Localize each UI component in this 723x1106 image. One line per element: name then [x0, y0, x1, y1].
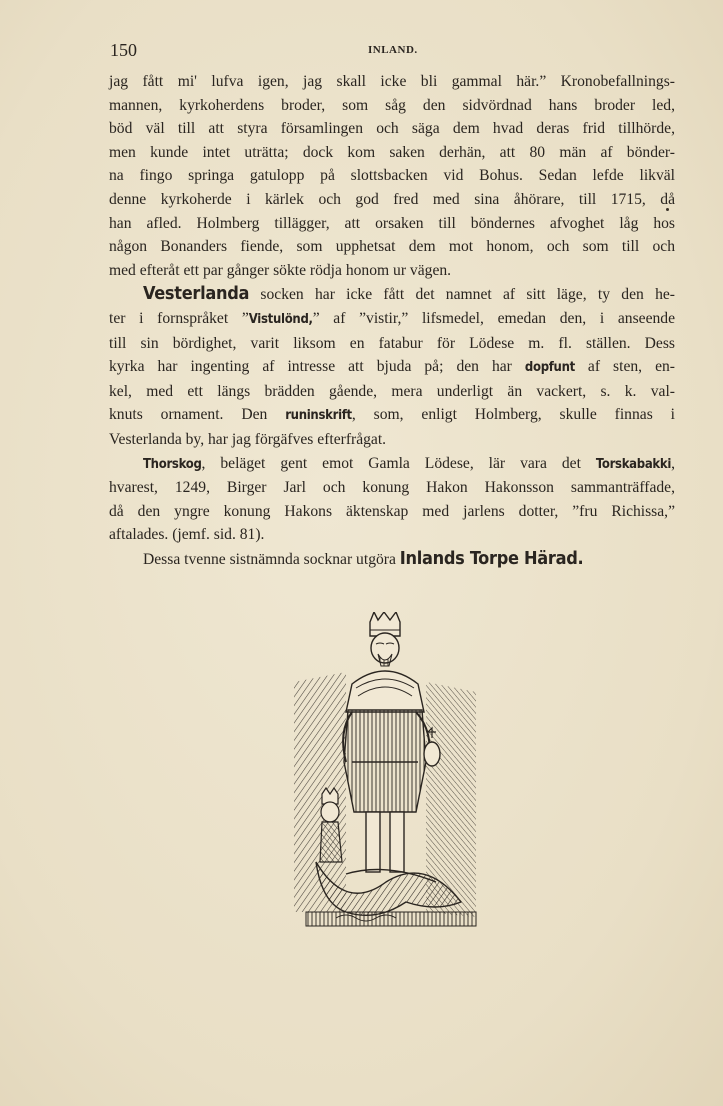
text-line: denne kyrkoherde i kärlek och god fred med sina åhörare, till 1715, då: [109, 190, 675, 208]
district-name: Inlands Torpe Härad.: [399, 547, 584, 569]
term-dopfunt: dopfunt: [524, 360, 575, 376]
text-line: Dessa tvenne sistnämnda socknar utgöra Inlands Torpe Härad.: [143, 547, 584, 569]
statue-illustration: [286, 612, 486, 942]
text-line: na fingo springa gatulopp på slottsbacken vid Bohus. Sedan lefde likväl: [109, 167, 675, 185]
text-line: mannen, kyrkoherdens broder, som såg den sidvördnad hans broder led,: [109, 96, 675, 114]
text-line: han afled. Holmberg tillägger, att orsaken till böndernes afvoghet låg hos: [109, 214, 675, 232]
body-text: [109, 70, 675, 571]
text-line: men kunde intet uträtta; dock kom saken derhän, att 80 män af bönder-: [109, 143, 675, 161]
running-head: INLAND.: [368, 44, 418, 56]
text-line: Vesterlanda by, har jag förgäfves efterfrågat.: [109, 430, 387, 448]
text-line: Thorskog, beläget gent emot Gamla Lödese, lär vara det Torskabakki,: [143, 454, 675, 472]
text-line: ter i fornspråket ”Vistulönd,” af ”vistir,” lifsmedel, emedan den, i anseende: [109, 309, 675, 327]
place-name-torskabakki: Torskabakki: [595, 456, 672, 472]
text-line: någon Bonanders fiende, som upphetsat dem mot honom, och som till och: [109, 238, 675, 256]
place-name-thorskog: Thorskog: [143, 456, 202, 472]
page-number: 150: [110, 40, 137, 60]
term-vistulond: Vistulönd,: [248, 311, 313, 327]
text-line: jag fått mi' lufva igen, jag skall icke bli gammal här.” Kronobefallnings-: [109, 73, 675, 90]
text-line: med efteråt ett par gånger sökte rödja honom ur vägen.: [109, 261, 452, 279]
term-runinskrift: runinskrift: [285, 408, 352, 424]
text-line: aftalades. (jemf. sid. 81).: [109, 526, 265, 544]
text-line: kyrka har ingenting af intresse att bjuda på; den har dopfunt af sten, en-: [109, 358, 675, 376]
place-name-vesterlanda: Vesterlanda: [143, 283, 250, 305]
crowned-king-statue-engraving-icon: [286, 612, 486, 942]
page-header: [110, 40, 675, 64]
text-line: till sin bördighet, varit liksom en fatabur för Lödese m. fl. ställen. Dess: [109, 334, 675, 352]
text-line: Vesterlanda socken har icke fått det namnet af sitt läge, ty den he-: [143, 283, 675, 305]
text-line: då den yngre konung Hakons äktenskap med jarlens dotter, ”fru Richissa,”: [109, 502, 675, 520]
text-line: knuts ornament. Den runinskrift, som, enligt Holmberg, skulle finnas i: [109, 406, 675, 424]
print-speck: [666, 208, 669, 211]
text-line: hvarest, 1249, Birger Jarl och konung Hakon Hakonsson sammanträffade,: [109, 479, 675, 497]
text-line: kel, med ett längs brädden gående, mera underligt än vackert, s. k. val-: [109, 382, 675, 400]
text-line: böd väl till att styra församlingen och säga dem hvad deras frid tillhörde,: [109, 120, 675, 138]
